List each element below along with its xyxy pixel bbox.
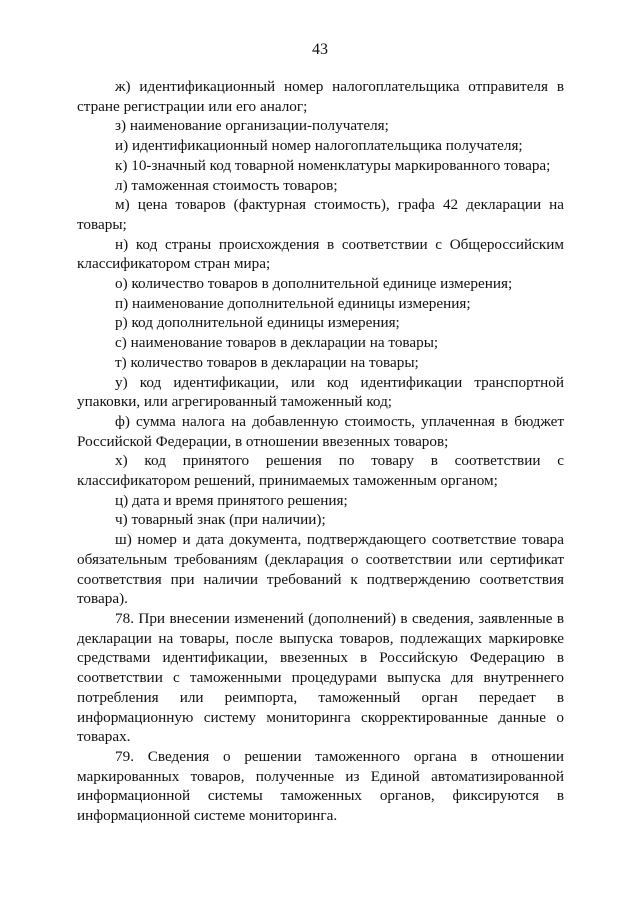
list-item: и) идентификационный номер налогоплательщика получателя; — [115, 137, 523, 155]
list-item: ц) дата и время принятого решения; — [115, 491, 348, 509]
paragraph-79: 79. Сведения о решении таможенного органа в отношении маркированных товаров, полученные из Единой автоматизированной информационной системы таможенных органов, фиксируются в информационной системе мониторинга. — [77, 747, 564, 825]
page-number: 43 — [312, 41, 328, 58]
list-item: о) количество товаров в дополнительной единице измерения; — [115, 275, 513, 293]
list-item: х) код принятого решения по товару в соответствии с классификатором решений, принимаемых таможенным органом; — [77, 452, 564, 490]
list-item: ф) сумма налога на добавленную стоимость, уплаченная в бюджет Российской Федерации, в отношении ввезенных товаров; — [77, 412, 564, 450]
list-item: н) код страны происхождения в соответствии с Общероссийским классификатором стран мира; — [77, 235, 564, 273]
list-item: м) цена товаров (фактурная стоимость), графа 42 декларации на товары; — [77, 196, 564, 233]
list-item: т) количество товаров в декларации на товары; — [115, 353, 419, 371]
list-item: у) код идентификации, или код идентификации транспортной упаковки, или агрегированный таможенный код; — [77, 373, 564, 411]
document-body — [77, 77, 564, 826]
list-item: р) код дополнительной единицы измерения; — [115, 314, 400, 332]
list-item: л) таможенная стоимость товаров; — [115, 176, 338, 194]
list-item: ж) идентификационный номер налогоплательщика отправителя в стране регистрации или его аналог; — [77, 78, 564, 115]
list-item: п) наименование дополнительной единицы измерения; — [115, 294, 471, 312]
list-item: к) 10-значный код товарной номенклатуры маркированного товара; — [115, 156, 551, 174]
list-item: с) наименование товаров в декларации на товары; — [115, 334, 439, 352]
list-item: з) наименование организации-получателя; — [115, 117, 389, 135]
list-item: ч) товарный знак (при наличии); — [115, 511, 326, 529]
paragraph-78: 78. При внесении изменений (дополнений) в сведения, заявленные в декларации на товары, после выпуска товаров, подлежащих маркировке средствами идентификации, ввезенных в Российскую Федерацию в соответствии с таможенными процедурами выпуска для внутреннего потребления или реимпорта, таможенный орган передает в информационную систему мониторинга скорректированные данные о товарах. — [77, 609, 564, 746]
list-item: ш) номер и дата документа, подтверждающего соответствие товара обязательным требованиям (декларация о соответствии или сертификат соответствия при наличии требований к подтверждению соответствия товара). — [77, 531, 564, 608]
